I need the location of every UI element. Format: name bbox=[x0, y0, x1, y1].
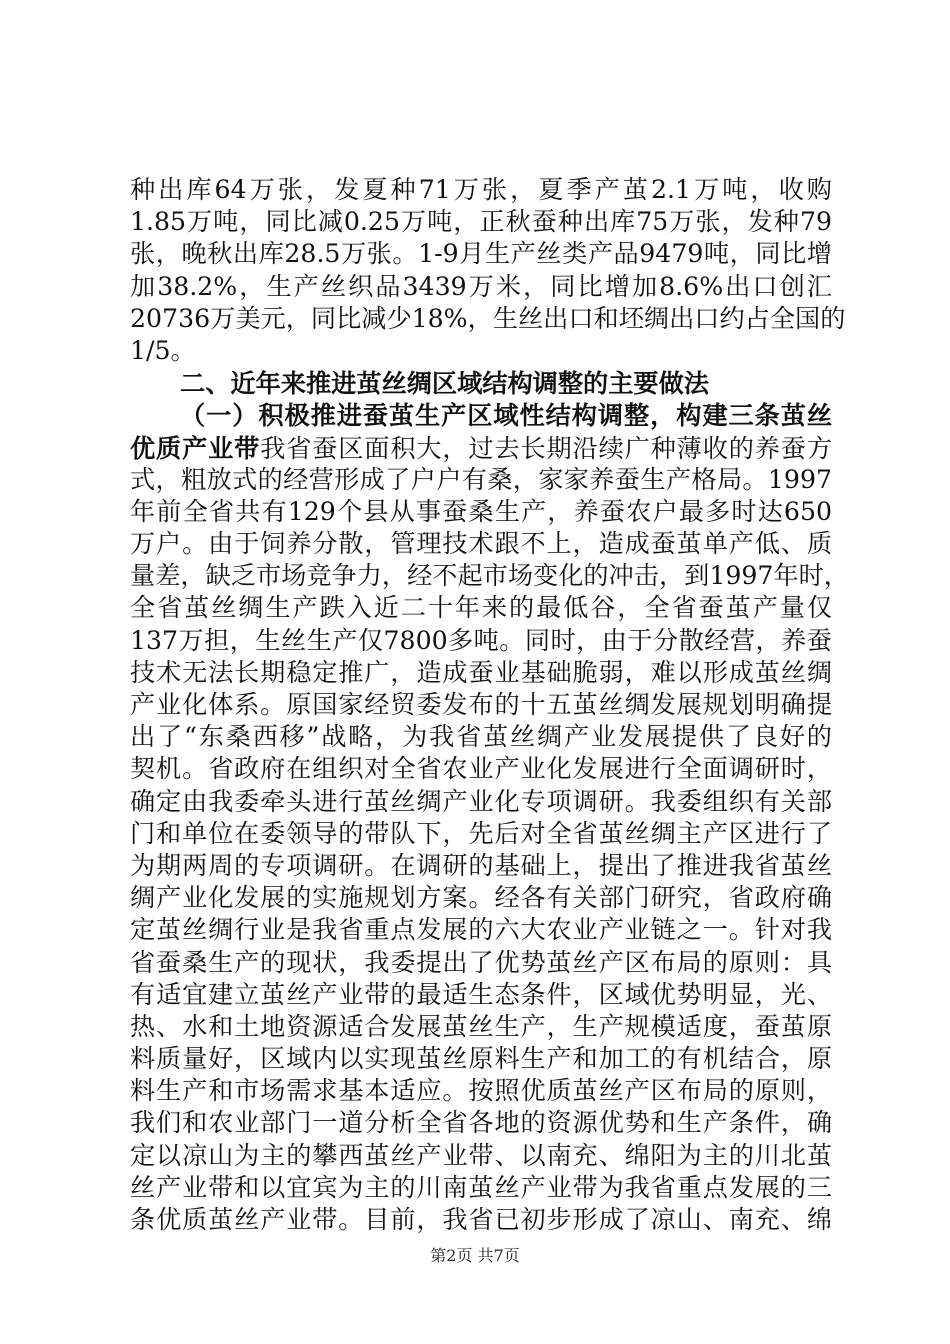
text-line: 我们和农业部门一道分析全省各地的资源优势和生产条件，确 bbox=[130, 1108, 832, 1138]
text-line: 定以凉山为主的攀西茧丝产业带、以南充、绵阳为主的川北茧 bbox=[130, 1140, 832, 1170]
text-line: 省蚕桑生产的现状，我委提出了优势茧丝产区布局的原则：具 bbox=[130, 947, 832, 977]
text-line: 料质量好，区域内以实现茧丝原料生产和加工的有机结合，原 bbox=[130, 1044, 832, 1074]
paragraph-start: 我省蚕区面积大，过去长期沿续广种薄收的养蚕方 bbox=[260, 433, 832, 463]
subsection-heading-tail: 优质产业带 bbox=[130, 432, 261, 463]
text-line: 有适宜建立茧丝产业带的最适生态条件，区域优势明显，光、 bbox=[130, 979, 832, 1009]
text-line: 绸产业化发展的实施规划方案。经各有关部门研究，省政府确 bbox=[130, 883, 832, 913]
page-number-footer: 第2页 共7页 bbox=[430, 1246, 520, 1265]
text-line: 产业化体系。原国家经贸委发布的十五茧丝绸发展规划明确提 bbox=[130, 690, 832, 719]
text-line: 1.85万吨，同比减0.25万吨，正秋蚕种出库75万张，发种79 bbox=[130, 207, 832, 237]
text-line: 契机。省政府在组织对全省农业产业化发展进行全面调研时， bbox=[130, 754, 832, 784]
text-line: 丝产业带和以宜宾为主的川南茧丝产业带为我省重点发展的三 bbox=[130, 1172, 832, 1202]
text-line: 条优质茧丝产业带。目前，我省已初步形成了凉山、南充、绵 bbox=[130, 1205, 832, 1234]
text-line: 确定由我委牵头进行茧丝绸产业化专项调研。我委组织有关部 bbox=[130, 786, 832, 816]
text-line: 137万担，生丝生产仅7800多吨。同时，由于分散经营，养蚕 bbox=[130, 625, 832, 655]
text-line: 式，粗放式的经营形成了户户有桑，家家养蚕生产格局。1997 bbox=[130, 464, 832, 494]
text-line: 为期两周的专项调研。在调研的基础上，提出了推进我省茧丝 bbox=[130, 850, 832, 880]
text-line: 出了“东桑西移”战略，为我省茧丝绸产业发展提供了良好的 bbox=[130, 722, 832, 752]
text-line: 张，晚秋出库28.5万张。1-9月生产丝类产品9479吨，同比增 bbox=[130, 239, 832, 269]
subsection-heading-continuation bbox=[130, 432, 832, 464]
text-line: 热、水和土地资源适合发展茧丝生产，生产规模适度，蚕茧原 bbox=[130, 1011, 832, 1041]
text-line: 20736万美元，同比减少18%，生丝出口和坯绸出口约占全国的 bbox=[130, 303, 846, 333]
text-line: 量差，缺乏市场竞争力，经不起市场变化的冲击，到1997年时， bbox=[130, 561, 849, 591]
text-line: 1/5。 bbox=[130, 335, 196, 365]
text-line: 万户。由于饲养分散，管理技术跟不上，造成蚕茧单产低、质 bbox=[130, 529, 832, 559]
text-line: 全省茧丝绸生产跌入近二十年来的最低谷，全省蚕茧产量仅 bbox=[130, 593, 832, 623]
subsection-heading: （一）积极推进蚕茧生产区域性结构调整，构建三条茧丝 bbox=[180, 400, 832, 431]
text-line: 技术无法长期稳定推广，造成蚕业基础脆弱，难以形成茧丝绸 bbox=[130, 657, 832, 687]
text-line: 料生产和市场需求基本适应。按照优质茧丝产区布局的原则， bbox=[130, 1076, 832, 1106]
document-body bbox=[130, 174, 849, 1236]
text-line: 定茧丝绸行业是我省重点发展的六大农业产业链之一。针对我 bbox=[130, 915, 832, 945]
section-heading: 二、近年来推进茧丝绸区域结构调整的主要做法 bbox=[180, 368, 709, 399]
text-line: 门和单位在委领导的带队下，先后对全省茧丝绸主产区进行了 bbox=[130, 818, 832, 848]
text-line: 年前全省共有129个县从事蚕桑生产，养蚕农户最多时达650 bbox=[130, 496, 832, 526]
text-line: 种出库64万张，发夏种71万张，夏季产茧2.1万吨，收购 bbox=[130, 175, 832, 204]
text-line: 加38.2%，生产丝织品3439万米，同比增加8.6%出口创汇 bbox=[130, 271, 832, 301]
